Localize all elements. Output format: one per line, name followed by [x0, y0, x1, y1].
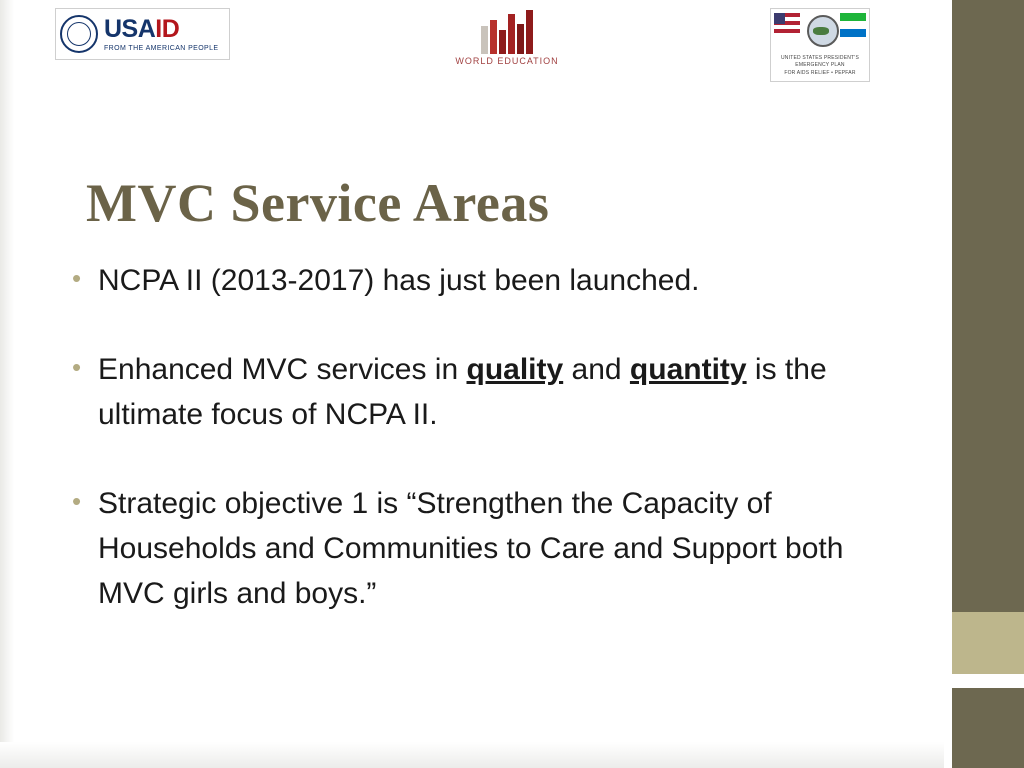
bullet-text-enhanced-services — [98, 347, 908, 437]
right-accent-block — [952, 612, 1024, 674]
bullet-segment-emphasis-quality: quality — [466, 353, 564, 386]
usaid-logo — [55, 8, 230, 60]
usaid-wordmark-id: ID — [155, 14, 180, 43]
bullet-segment-emphasis-quantity: quantity — [629, 353, 747, 386]
us-flag-icon — [774, 13, 800, 37]
government-partner-logo — [770, 8, 870, 82]
bullet-segment: is the ultimate focus of NCPA II. — [98, 353, 827, 431]
slide-bottom-edge-shading — [0, 742, 952, 768]
bullet-marker-icon: • — [72, 263, 82, 293]
usaid-tagline: FROM THE AMERICAN PEOPLE — [104, 44, 219, 52]
list-item — [68, 347, 908, 437]
world-education-bars-icon — [432, 8, 582, 54]
bullet-marker-icon: • — [72, 486, 82, 516]
usaid-wordmark — [104, 14, 219, 43]
bullet-list — [68, 258, 908, 660]
list-item — [68, 481, 908, 616]
bullet-segment: Strategic objective 1 is “Strengthen the Capacity of Households and Communities to Care and Support both MVC girls and boys.” — [98, 487, 844, 610]
slide-left-edge-shading — [0, 0, 14, 768]
bullet-text-strategic-objective — [98, 481, 908, 616]
usaid-logo-frame — [55, 8, 230, 60]
bullet-segment: NCPA II (2013-2017) has just been launched. — [98, 264, 700, 297]
usaid-logo-text — [104, 14, 219, 52]
government-logo-caption — [771, 55, 869, 78]
partner-flag-icon — [840, 13, 866, 37]
usaid-seal-icon — [60, 15, 98, 53]
government-caption-line-2: FOR AIDS RELIEF • PEPFAR — [784, 69, 856, 76]
government-caption-line-1: UNITED STATES PRESIDENT'S EMERGENCY PLAN — [780, 54, 859, 68]
bullet-text-ncpa-launch — [98, 258, 700, 303]
government-logo-frame — [770, 8, 870, 82]
world-education-logo — [432, 8, 582, 74]
right-accent-gap — [952, 674, 1024, 688]
page-title: MVC Service Areas — [86, 173, 550, 234]
usaid-wordmark-usa: USA — [104, 14, 156, 43]
bullet-segment: Enhanced MVC services in — [98, 353, 467, 386]
world-education-wordmark: WORLD EDUCATION — [455, 56, 559, 66]
bullet-segment: and — [563, 353, 630, 386]
right-bar-gap — [944, 0, 952, 768]
globe-icon — [807, 15, 839, 47]
list-item — [68, 258, 908, 303]
logo-row — [0, 8, 952, 88]
bullet-marker-icon: • — [72, 352, 82, 382]
